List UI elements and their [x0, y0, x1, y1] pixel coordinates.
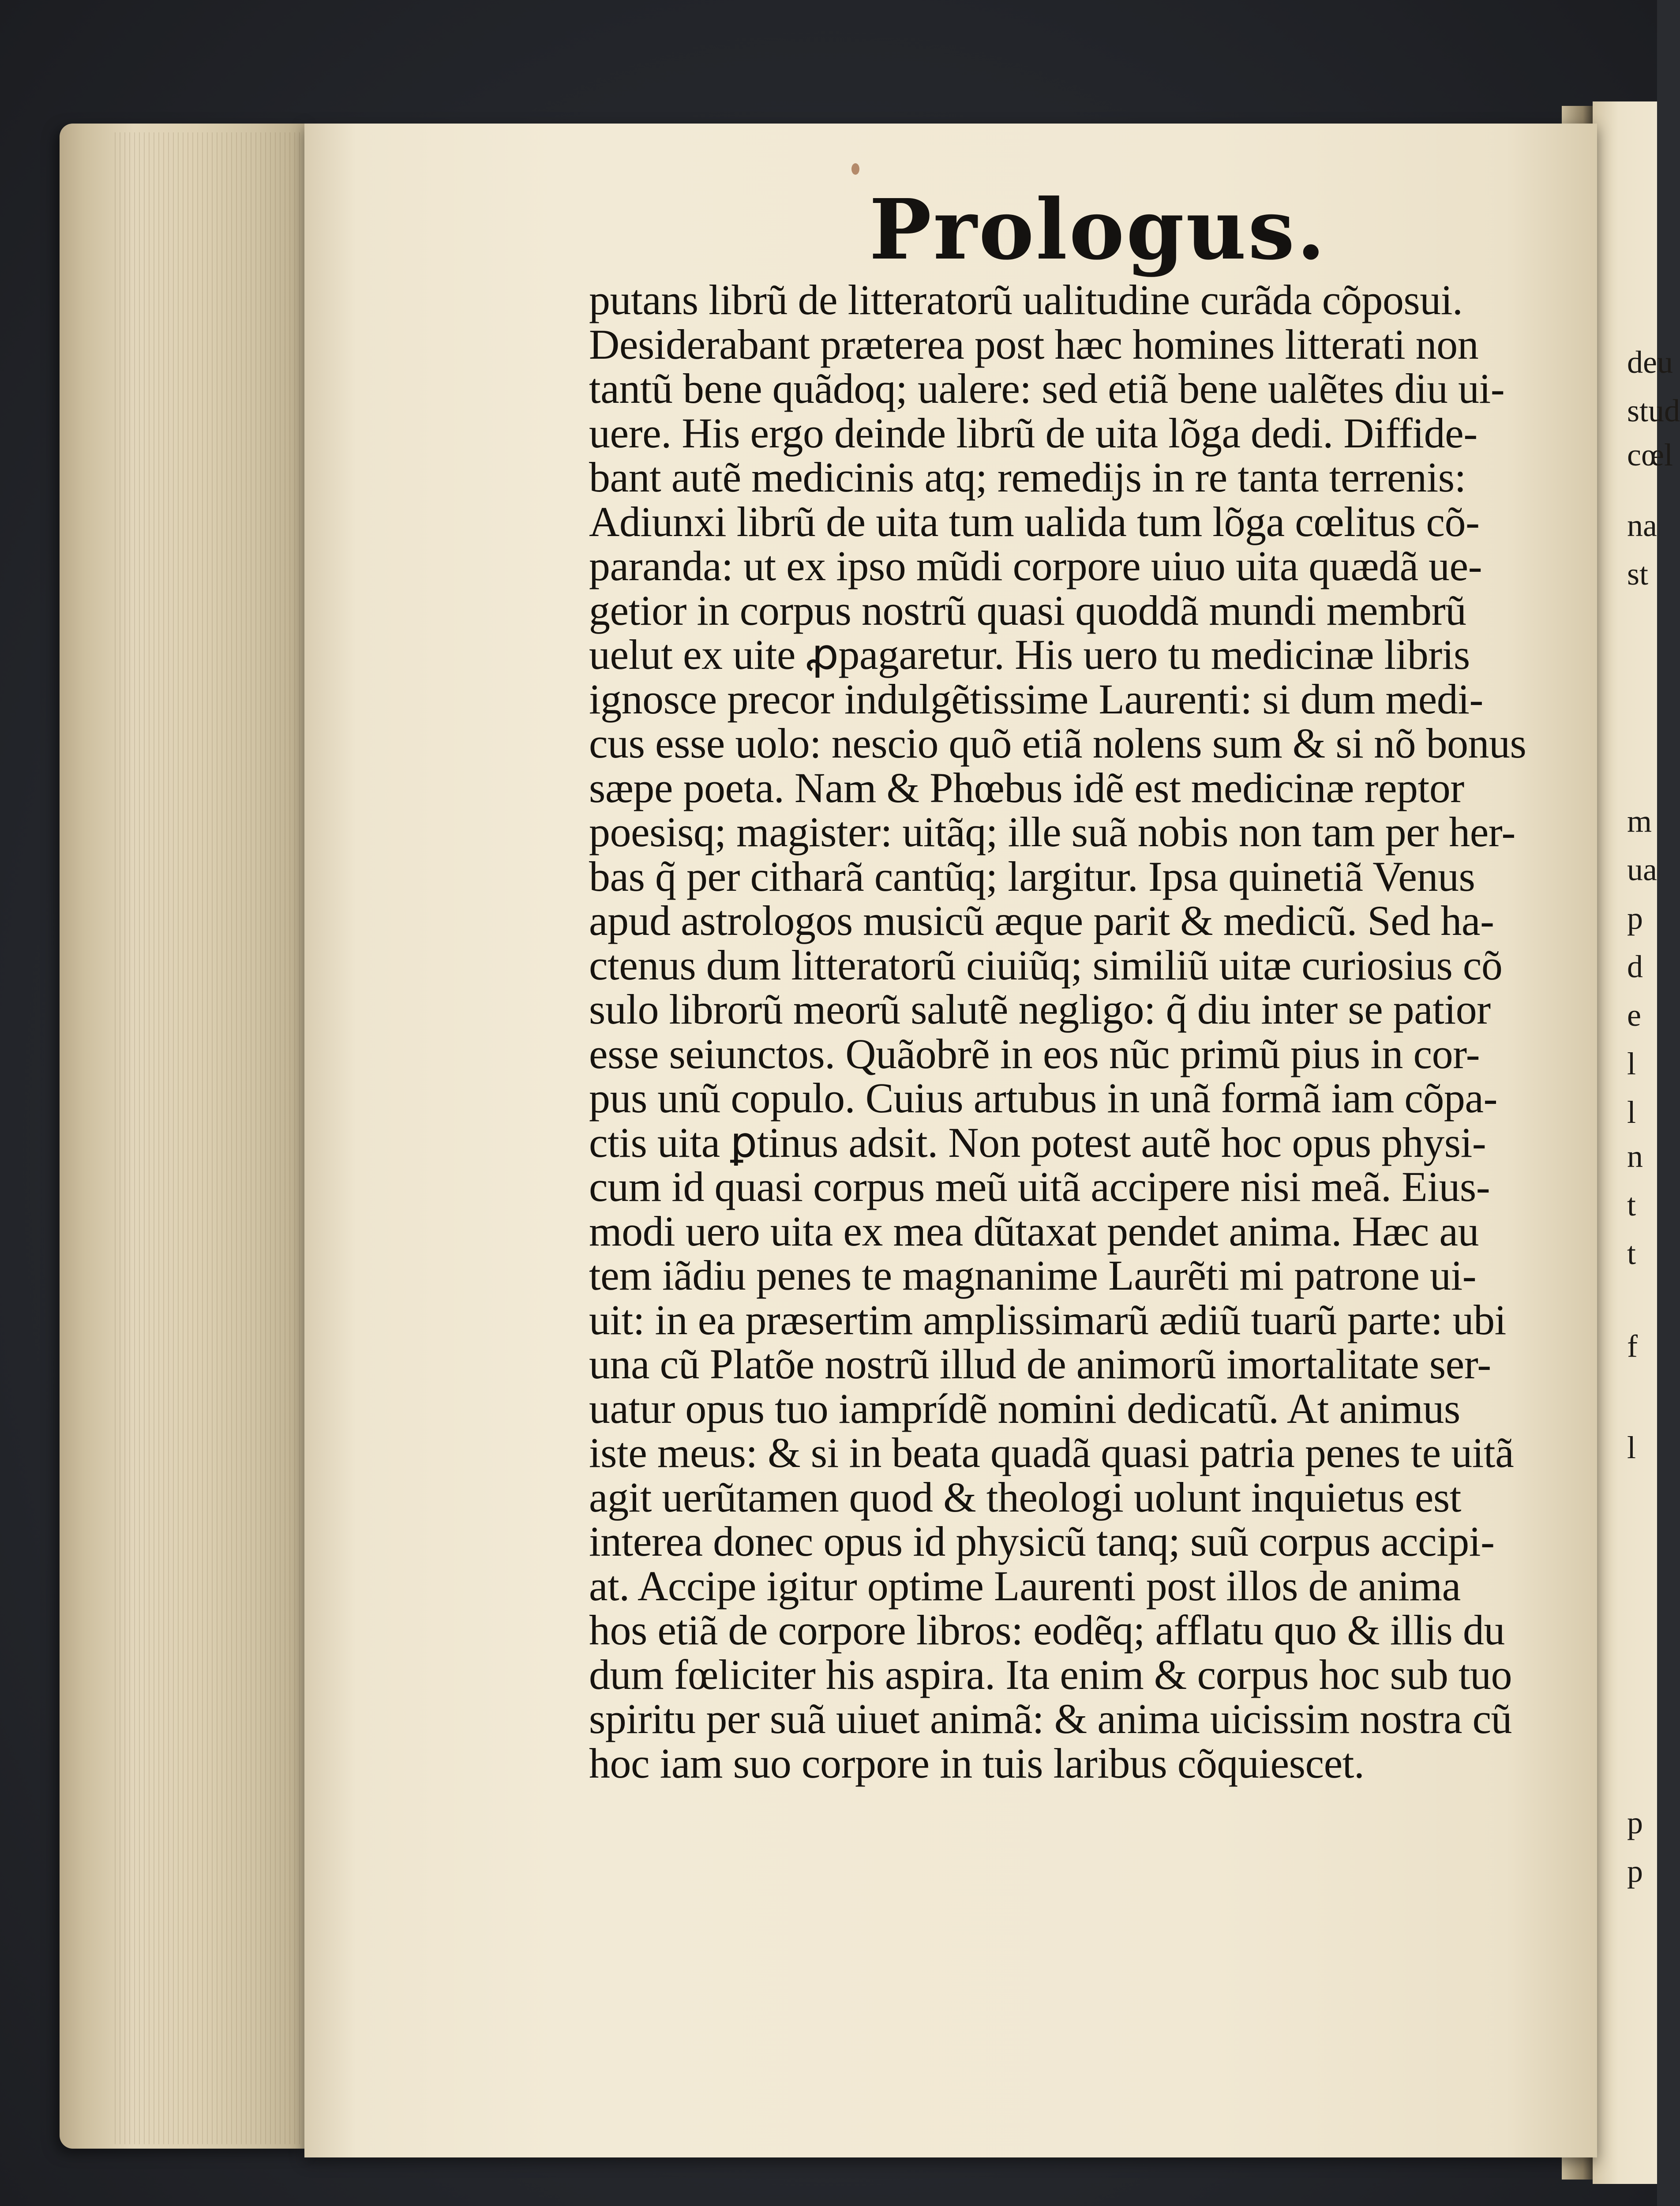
text-line: ctenus dum litteratorũ ciuiũq; similiũ uitæ curiosius cõ [589, 941, 1503, 989]
page-stain [851, 163, 859, 175]
facing-page-fragment: na [1627, 508, 1657, 543]
text-line: sæpe poeta. Nam & Phœbus idẽ est medicinæ reptor [589, 764, 1464, 811]
facing-page [1593, 101, 1680, 2184]
text-line: spiritu per suã uiuet animã: & anima uicissim nostra cũ [589, 1695, 1512, 1742]
text-line: dum fœliciter his aspira. Ita enim & corpus hoc sub tuo [589, 1651, 1512, 1698]
page-title: Prologus. [869, 181, 1328, 278]
text-line: uatur opus tuo iamprídẽ nomini dedicatũ. At animus [589, 1384, 1460, 1432]
text-line: tem iãdiu penes te magnanime Laurẽti mi patrone ui- [589, 1252, 1477, 1299]
page-edge-lines [115, 132, 300, 2144]
facing-page-fragment: f [1627, 1328, 1638, 1364]
text-line: sulo librorũ meorũ salutẽ negligo: q̃ diu inter se patior [589, 986, 1491, 1033]
text-line: pus unũ copulo. Cuius artubus in unã formã iam cõpa- [589, 1074, 1497, 1122]
facing-page-fragment: deu [1627, 345, 1673, 380]
text-line: tantũ bene quãdoq; ualere: sed etiã bene ualẽtes diu ui- [589, 365, 1505, 412]
text-line: getior in corpus nostrũ quasi quoddã mundi membrũ [589, 586, 1466, 634]
facing-page-fragment: t [1627, 1187, 1636, 1223]
facing-page-fragment: cœl [1627, 437, 1673, 473]
text-line: modi uero uita ex mea dũtaxat pendet anima. Hæc au [589, 1207, 1479, 1255]
text-line: uit: in ea præsertim amplissimarũ ædiũ tuarũ parte: ubi [589, 1296, 1506, 1343]
facing-page-fragment: p [1627, 900, 1643, 936]
text-line: hoc iam suo corpore in tuis laribus cõquiescet. [589, 1739, 1365, 1787]
text-line: cum id quasi corpus meũ uitã accipere nisi meã. Eius- [589, 1163, 1490, 1210]
facing-page-fragment: ua [1627, 852, 1657, 887]
facing-page-fragment: d [1627, 949, 1643, 984]
facing-page-fragment: l [1627, 1430, 1636, 1465]
text-line: cus esse uolo: nescio quõ etiã nolens sum & si nõ bonus [589, 720, 1526, 767]
text-line: poesisq; magister: uitãq; ille suã nobis non tam per her- [589, 808, 1515, 855]
facing-page-fragment: t [1627, 1236, 1636, 1271]
text-line: ctis uita ꝑtinus adsit. Non potest autẽ hoc opus physi- [589, 1118, 1486, 1166]
text-line: apud astrologos musicũ æque parit & medicũ. Sed ha- [589, 897, 1494, 944]
facing-page-fragment: m [1627, 803, 1652, 839]
body-text [589, 278, 1538, 1786]
text-line: agit uerũtamen quod & theologi uolunt inquietus est [589, 1473, 1461, 1521]
text-line: bant autẽ medicinis atq; remedijs in re tanta terrenis: [589, 454, 1466, 501]
text-line: Desiderabant præterea post hæc homines litterati non [589, 320, 1479, 368]
facing-page-fragment: p [1627, 1805, 1643, 1840]
text-line: Adiunxi librũ de uita tum ualida tum lõga cœlitus cõ- [589, 498, 1480, 545]
text-line: putans librũ de litteratorũ ualitudine curãda cõposui. [589, 276, 1463, 323]
facing-page-fragment: st [1627, 556, 1649, 592]
text-line: at. Accipe igitur optime Laurenti post illos de anima [589, 1562, 1461, 1609]
facing-page-fragment: e [1627, 998, 1641, 1033]
facing-page-fragment: l [1627, 1095, 1636, 1130]
text-line: hos etiã de corpore libros: eodẽq; afflatu quo & illis du [589, 1606, 1505, 1654]
facing-page-fragment: n [1627, 1139, 1643, 1174]
text-line: paranda: ut ex ipso mũdi corpore uiuo uita quædã ue- [589, 542, 1482, 589]
text-line: iste meus: & si in beata quadã quasi patria penes te uitã [589, 1429, 1514, 1476]
text-line: uere. His ergo deinde librũ de uita lõga dedi. Diffide- [589, 409, 1478, 457]
text-line: interea donec opus id physicũ tanq; suũ corpus accipi- [589, 1518, 1495, 1565]
facing-page-fragment: l [1627, 1046, 1636, 1081]
text-line: esse seiunctos. Quãobrẽ in eos nũc primũ pius in cor- [589, 1030, 1480, 1077]
text-line: bas q̃ per citharã cantũq; largitur. Ipsa quinetiã Venus [589, 852, 1475, 900]
text-line: una cũ Platõe nostrũ illud de animorũ imortalitate ser- [589, 1340, 1491, 1388]
facing-page-fragment: stud [1627, 393, 1680, 428]
text-line: ignosce precor indulgẽtissime Laurenti: si dum medi- [589, 675, 1483, 723]
facing-page-fragment: p [1627, 1853, 1643, 1889]
text-line: uelut ex uite ꝓpagaretur. His uero tu medicinæ libris [589, 631, 1470, 678]
